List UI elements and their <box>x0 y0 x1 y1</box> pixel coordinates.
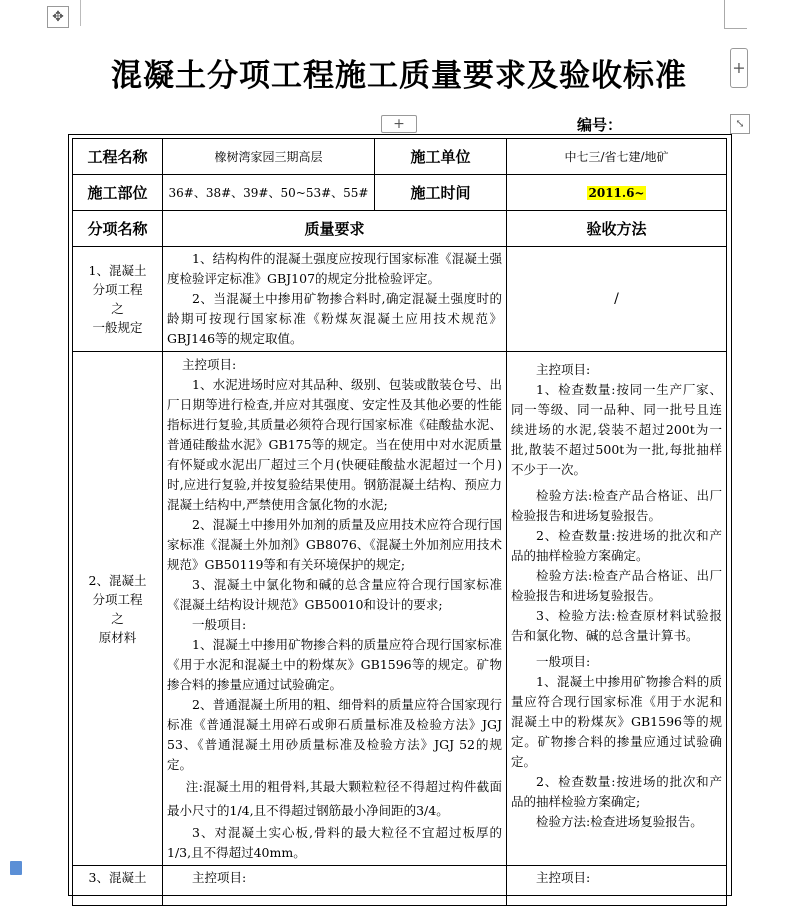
standards-table <box>72 138 727 906</box>
category-line: 分项工程 <box>92 282 143 297</box>
category-line: 一般规定 <box>92 320 143 335</box>
category-line: 1、混凝土 <box>88 263 147 278</box>
requirement-paragraph: 2、普通混凝土所用的粗、细骨料的质量应符合国家现行标准《普通混凝土用碎石或卵石质量标准及检验方法》JGJ 53、《普通混凝土用砂质量标准及检验方法》JGJ 52的规定。 <box>167 696 502 772</box>
construction-time-cell[interactable] <box>507 175 727 211</box>
requirement-paragraph: 3、混凝土中氯化物和碱的总含量应符合现行国家标准《混凝土结构设计规范》GB50010和设计的要求; <box>167 576 502 612</box>
requirement-cell[interactable] <box>163 247 507 352</box>
page-title: 混凝土分项工程施工质量要求及验收标准 <box>111 58 687 94</box>
acceptance-paragraph: 1、混凝土中掺用矿物掺合料的质量应符合现行国家标准《用于水泥和混凝土中的粉煤灰》GB1596等的规定。矿物掺合料的掺量应通过试验确定。 <box>511 674 722 769</box>
construction-unit-value[interactable]: 中七三/省七建/地矿 <box>507 139 727 175</box>
add-row-button[interactable]: + <box>381 115 417 133</box>
column-header-requirement: 质量要求 <box>163 211 507 247</box>
acceptance-heading: 一般项目: <box>536 654 591 669</box>
category-cell[interactable] <box>73 247 163 352</box>
acceptance-paragraph: 3、检验方法:检查原材料试验报告和氯化物、碱的总含量计算书。 <box>511 608 722 643</box>
acceptance-cell[interactable] <box>507 352 727 866</box>
acceptance-paragraph: 检验方法:检查进场复验报告。 <box>536 814 703 829</box>
column-header-item: 分项名称 <box>73 211 163 247</box>
category-line: 分项工程 <box>92 591 143 607</box>
construction-part-label: 施工部位 <box>73 175 163 211</box>
table-move-handle-icon[interactable]: ✥ <box>47 6 69 28</box>
requirement-paragraph: 1、结构构件的混凝土强度应按现行国家标准《混凝土强度检验评定标准》GBJ107的规定分批检验评定。 <box>167 251 502 286</box>
requirement-note: 注:混凝土用的粗骨料,其最大颗粒粒径不得超过构件截面最小尺寸的1/4,且不得超过钢筋最小净间距的3/4。 <box>167 778 502 818</box>
category-cell[interactable] <box>73 866 163 906</box>
column-header-acceptance: 验收方法 <box>507 211 727 247</box>
construction-unit-label: 施工单位 <box>375 139 507 175</box>
acceptance-cell[interactable]: / <box>507 247 727 352</box>
requirement-heading: 一般项目: <box>192 616 247 632</box>
acceptance-paragraph: 检验方法:检查产品合格证、出厂检验报告和进场复验报告。 <box>511 488 722 523</box>
construction-time-label: 施工时间 <box>375 175 507 211</box>
acceptance-cell[interactable] <box>507 866 727 906</box>
category-line: 原材料 <box>98 629 137 645</box>
construction-part-value[interactable]: 36#、38#、39#、50~53#、55# <box>163 175 375 211</box>
requirement-paragraph: 3、对混凝土实心板,骨料的最大粒径不宜超过板厚的1/3,且不得超过40mm。 <box>167 824 502 860</box>
requirement-heading: 主控项目: <box>192 870 247 885</box>
acceptance-paragraph: 2、检查数量:按进场的批次和产品的抽样检验方案确定; <box>511 774 722 809</box>
acceptance-paragraph: 1、检查数量:按同一生产厂家、同一等级、同一品种、同一批号且连续进场的水泥,袋装不超过200t为一批,散装不超过500t为一批,每批抽样不少于一次。 <box>511 382 722 477</box>
requirement-cell[interactable] <box>163 866 507 906</box>
page-corner-mark <box>724 0 747 29</box>
acceptance-heading: 主控项目: <box>536 362 591 377</box>
table-row <box>73 247 727 352</box>
margin-guide <box>80 0 81 26</box>
serial-number-label: 编号： <box>577 116 623 134</box>
acceptance-paragraph: 2、检查数量:按进场的批次和产品的抽样检验方案确定。 <box>511 528 722 563</box>
category-line: 2、混凝土 <box>88 572 147 588</box>
table-row <box>73 352 727 866</box>
header-row-part <box>73 175 727 211</box>
requirement-heading: 主控项目: <box>182 356 237 372</box>
document-icon[interactable] <box>10 861 22 875</box>
table-row <box>73 866 727 906</box>
add-column-button[interactable]: + <box>730 48 748 88</box>
category-line: 之 <box>111 301 124 316</box>
requirement-paragraph: 1、水泥进场时应对其品种、级别、包装或散装仓号、出厂日期等进行检查,并应对其强度、安定性及其他必要的性能指标进行复验,其质量必须符合现行国家标准《硅酸盐水泥、普通硅酸盐水泥》GB175等的规定。当在使用中对水泥质量有怀疑或水泥出厂超过三个月(快硬硅酸盐水泥超过一个月)时,应进行复验,并按复验结果使用。钢筋混凝土结构、预应力混凝土结构中,严禁使用含氯化物的水泥; <box>167 376 502 512</box>
acceptance-heading: 主控项目: <box>536 870 591 885</box>
column-header-row <box>73 211 727 247</box>
project-name-value[interactable]: 橡树湾家园三期高层 <box>163 139 375 175</box>
expand-icon[interactable]: ⤡ <box>730 114 750 134</box>
requirement-paragraph: 1、混凝土中掺用矿物掺合料的质量应符合现行国家标准《用于水泥和混凝土中的粉煤灰》GB1596等的规定。矿物掺合料的掺量应通过试验确定。 <box>167 636 502 692</box>
construction-time-value: 2011.6~ <box>588 185 645 200</box>
requirement-paragraph: 2、混凝土中掺用外加剂的质量及应用技术应符合现行国家标准《混凝土外加剂》GB8076、《混凝土外加剂应用技术规范》GB50119等和有关环境保护的规定; <box>167 516 502 572</box>
project-name-label: 工程名称 <box>73 139 163 175</box>
requirement-paragraph: 2、当混凝土中掺用矿物掺合料时,确定混凝土强度时的龄期可按现行国家标准《粉煤灰混凝土应用技术规范》GBJ146等的规定取值。 <box>167 291 502 346</box>
requirement-cell[interactable] <box>163 352 507 866</box>
category-line: 之 <box>111 610 124 626</box>
category-line: 3、混凝土 <box>88 870 147 885</box>
header-row-project <box>73 139 727 175</box>
category-cell[interactable] <box>73 352 163 866</box>
acceptance-paragraph: 检验方法:检查产品合格证、出厂检验报告和进场复验报告。 <box>511 568 722 603</box>
